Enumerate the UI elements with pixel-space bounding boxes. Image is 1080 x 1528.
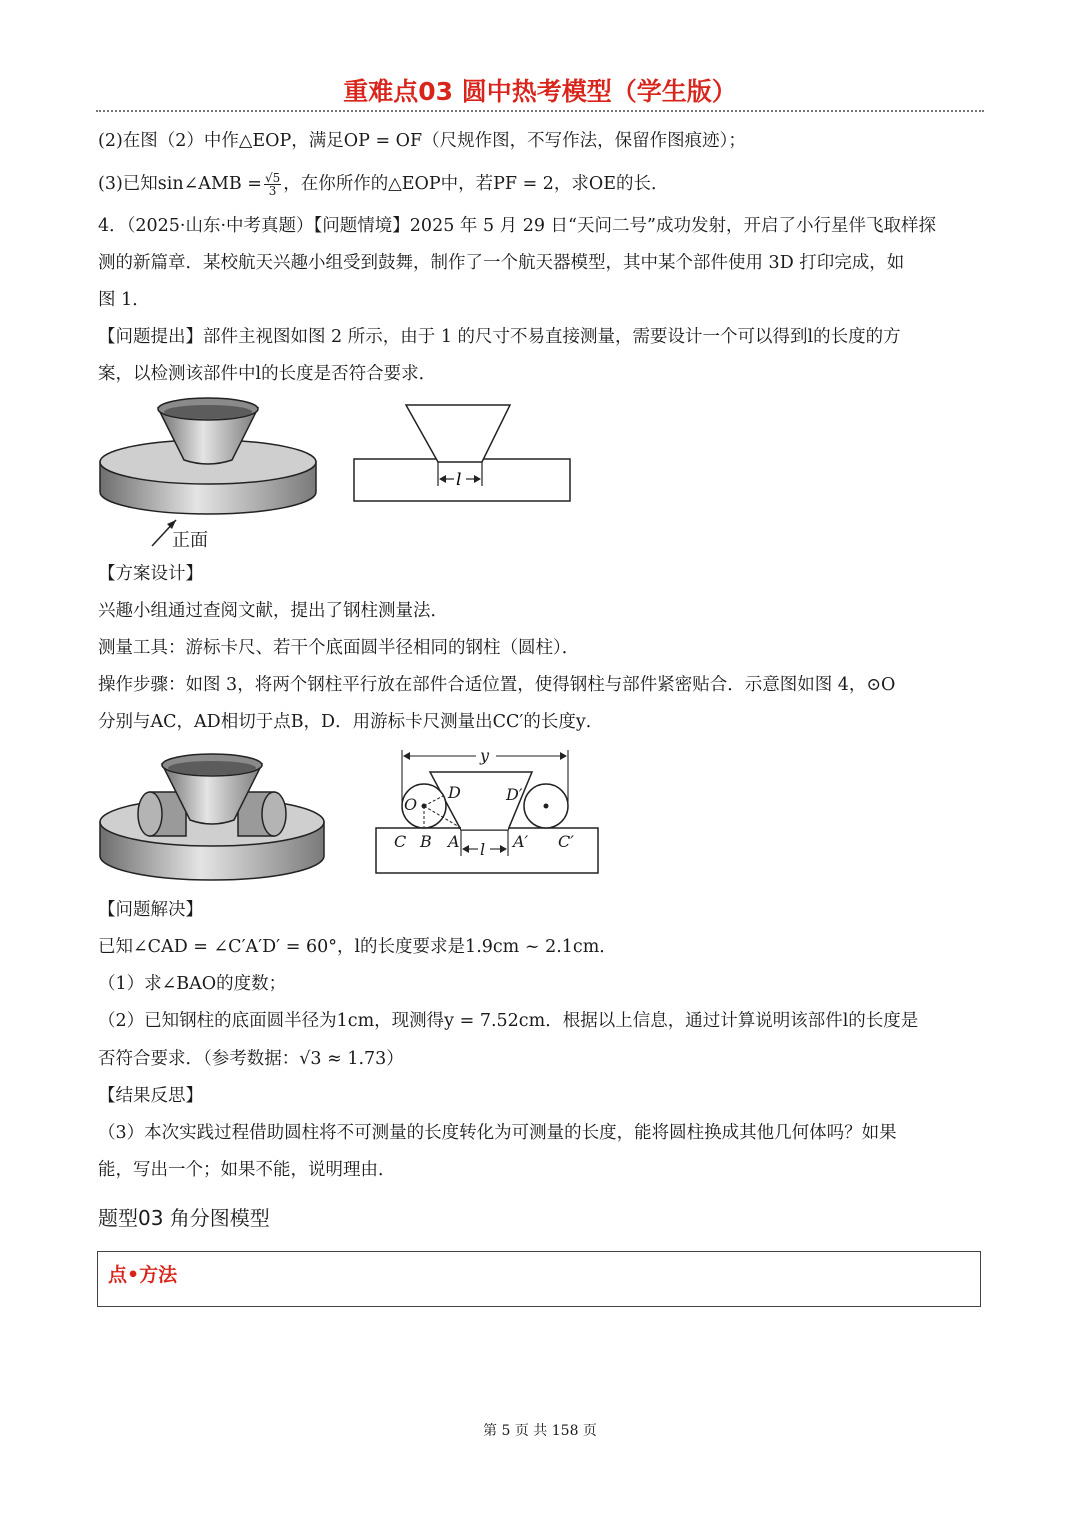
design-line-2: 测量工具：游标卡尺、若干个底面圆半径相同的钢柱（圆柱）． [98, 638, 580, 658]
method-title: 点•方法 [108, 1264, 178, 1286]
reflect-line-1: （3）本次实践过程借助圆柱将不可测量的长度转化为可测量的长度，能将圆柱换成其他几何体吗？如果 [98, 1123, 897, 1143]
design-heading: 【方案设计】 [98, 564, 203, 584]
solve-line-4: 否符合要求．（参考数据：√3 ≈ 1.73） [98, 1049, 404, 1069]
figure-2-front-view [350, 400, 574, 506]
figure-4-label-B: B [420, 832, 432, 851]
figure-4-label-l: l [480, 840, 486, 859]
figure-1-caption: 正面 [172, 530, 208, 551]
question-3-text-a: (3)已知sin∠AMB = [98, 174, 262, 194]
sqrt5-over-3-fraction [264, 172, 281, 197]
reflect-heading: 【结果反思】 [98, 1086, 203, 1106]
problem-statement-line-1: 【问题提出】部件主视图如图 2 所示，由于 1 的尺寸不易直接测量，需要设计一个可以得到l的长度的方 [98, 327, 901, 347]
figure-4-label-A-prime: A′ [513, 832, 529, 851]
figure-3-part-with-cylinders [96, 752, 328, 886]
figure-4-label-O: O [404, 795, 418, 814]
reflect-line-2: 能，写出一个；如果不能，说明理由． [98, 1160, 396, 1180]
solve-line-1: 已知∠CAD = ∠C′A′D′ = 60°，l的长度要求是1.9cm ~ 2.1cm． [98, 937, 617, 957]
figure-4-label-A: A [448, 832, 460, 851]
design-line-1: 兴趣小组通过查阅文献，提出了钢柱测量法． [98, 601, 448, 621]
figure-4-schematic [372, 746, 604, 878]
problem-4-line-3: 图 1． [98, 290, 150, 310]
solve-line-2: （1）求∠BAO的度数； [98, 974, 287, 994]
method-box [97, 1251, 981, 1307]
header-divider [96, 110, 984, 112]
problem-4-line-2: 测的新篇章．某校航天兴趣小组受到鼓舞，制作了一个航天器模型，其中某个部件使用 3D 打印完成，如 [98, 253, 905, 273]
figure-4-label-y: y [480, 746, 490, 765]
figure-1-part-3d [96, 396, 326, 556]
figure-4-label-C: C [394, 832, 407, 851]
design-line-4: 分别与AC，AD相切于点B，D．用游标卡尺测量出CC′的长度y． [98, 712, 604, 732]
design-line-3: 操作步骤：如图 3，将两个钢柱平行放在部件合适位置，使得钢柱与部件紧密贴合．示意图如图 4，⊙O [98, 675, 896, 695]
question-3 [98, 172, 978, 197]
question-2: (2)在图（2）中作△EOP，满足OP = OF（尺规作图，不写作法，保留作图痕迹）； [98, 131, 746, 151]
figure-4-label-C-prime: C′ [558, 832, 574, 851]
figure-4-label-D: D [448, 783, 461, 802]
fraction-numerator: √5 [264, 171, 281, 185]
solve-heading: 【问题解决】 [98, 900, 203, 920]
solve-line-3: （2）已知钢柱的底面圆半径为1cm，现测得y = 7.52cm．根据以上信息，通过计算说明该部件l的长度是 [98, 1011, 919, 1031]
page-title: 重难点03 圆中热考模型（学生版） [343, 77, 737, 106]
section-heading: 题型03 角分图模型 [98, 1206, 270, 1230]
problem-statement-line-2: 案，以检测该部件中l的长度是否符合要求． [98, 364, 437, 384]
figure-4-label-D-prime: D′ [506, 785, 523, 804]
fraction-denominator: 3 [268, 184, 277, 198]
question-3-text-b: ，在你所作的△EOP中，若PF = 2，求OE的长． [283, 174, 669, 194]
figure-2-label-l: l [456, 470, 462, 490]
problem-4-line-1: 4．（2025·山东·中考真题）【问题情境】2025 年 5 月 29 日“天问二号”成功发射，开启了小行星伴飞取样探 [98, 216, 936, 236]
page-footer: 第 5 页 共 158 页 [483, 1423, 597, 1439]
